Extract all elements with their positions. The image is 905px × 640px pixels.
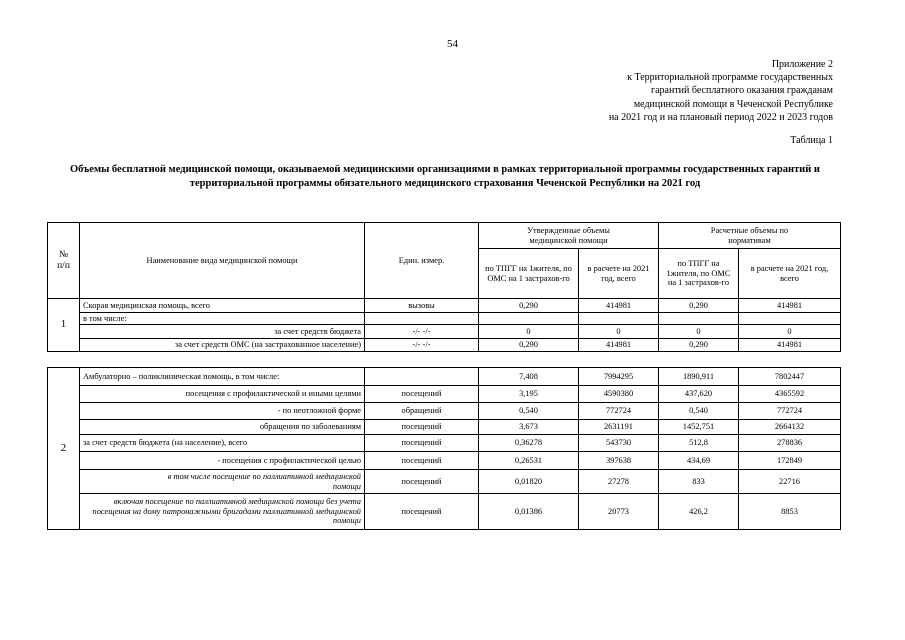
header-num: № п/п: [48, 223, 80, 299]
row-unit: посещений: [365, 494, 479, 530]
row-value: 3,673: [479, 420, 579, 435]
row-name: за счет средств ОМС (на застрахованное население): [80, 339, 365, 352]
section-2-num: 2: [48, 368, 80, 530]
row-name: за счет средств бюджета (на население), всего: [80, 435, 365, 452]
row-value: 426,2: [659, 494, 739, 530]
row-value: 7802447: [739, 368, 841, 386]
row-value: 0,540: [659, 403, 739, 420]
row-value: 543730: [579, 435, 659, 452]
table-row: [48, 403, 841, 420]
row-name: Скорая медицинская помощь, всего: [80, 299, 365, 313]
row-value: 434,69: [659, 452, 739, 470]
row-value: 278836: [739, 435, 841, 452]
table-row: [48, 299, 841, 313]
row-name: Амбулаторно – поликлиническая помощь, в том числе:: [80, 368, 365, 386]
row-value: 414981: [739, 299, 841, 313]
row-unit: посещений: [365, 470, 479, 494]
appendix-line: Приложение 2: [771, 59, 833, 70]
row-value: 414981: [739, 339, 841, 352]
row-unit: -/- -/-: [365, 339, 479, 352]
appendix-note: [433, 58, 833, 124]
appendix-line: гарантий бесплатного оказания гражданам: [650, 85, 833, 97]
table-label: Таблица 1: [790, 135, 833, 146]
row-unit: вызовы: [365, 299, 479, 313]
row-value: 1452,751: [659, 420, 739, 435]
row-value: 27278: [579, 470, 659, 494]
row-value: 397638: [579, 452, 659, 470]
row-value: 0: [659, 325, 739, 339]
row-value: 2631191: [579, 420, 659, 435]
row-name: в том числе посещение по паллиативной медицинской помощи: [80, 470, 365, 494]
row-value: 0: [479, 325, 579, 339]
row-value: 0,36278: [479, 435, 579, 452]
row-value: 772724: [579, 403, 659, 420]
volumes-table-section-2: [47, 367, 841, 530]
row-unit: обращений: [365, 403, 479, 420]
volumes-table-section-1: [47, 222, 841, 352]
row-name: включая посещение по паллиативной медицинской помощи без учета посещения на дому патронажными бригадами паллиативной медицинской помощи: [80, 494, 365, 530]
row-value: 0,290: [479, 339, 579, 352]
row-unit: посещений: [365, 452, 479, 470]
row-value: 772724: [739, 403, 841, 420]
table-row: [48, 386, 841, 403]
row-value: 833: [659, 470, 739, 494]
appendix-line: к Территориальной программе государственных: [627, 72, 833, 84]
row-unit: посещений: [365, 386, 479, 403]
row-value: 172849: [739, 452, 841, 470]
row-value: 20773: [579, 494, 659, 530]
row-value: 4365592: [739, 386, 841, 403]
appendix-line: медицинской помощи в Чеченской Республике: [633, 98, 833, 110]
header-name: Наименование вида медицинской помощи: [80, 223, 365, 299]
row-value: 0: [739, 325, 841, 339]
table-row: [48, 313, 841, 325]
row-unit: посещений: [365, 435, 479, 452]
table-row: [48, 368, 841, 386]
header-unit: Един. измер.: [365, 223, 479, 299]
row-name: обращения по заболеваниям: [80, 420, 365, 435]
header-calc-total: в расчете на 2021 год, всего: [739, 249, 841, 299]
row-value: 0: [579, 325, 659, 339]
row-name: за счет средств бюджета: [80, 325, 365, 339]
row-name: - по неотложной форме: [80, 403, 365, 420]
document-title: Объемы бесплатной медицинской помощи, оказываемой медицинскими организациями в рамках территориальной программы государственных гарантий и территориальной программы обязательного медицинского страхования Чеченской Республики на 2021 год: [70, 164, 820, 189]
table-row: [48, 452, 841, 470]
row-value: 22716: [739, 470, 841, 494]
table-row: [48, 435, 841, 452]
row-value: 512,8: [659, 435, 739, 452]
row-value: 437,620: [659, 386, 739, 403]
row-value: 1890,911: [659, 368, 739, 386]
row-value: 414981: [579, 299, 659, 313]
row-value: 0,01386: [479, 494, 579, 530]
table-row: [48, 420, 841, 435]
row-value: 8853: [739, 494, 841, 530]
row-value: 0,290: [479, 299, 579, 313]
row-value: [579, 313, 659, 325]
row-value: 0,26531: [479, 452, 579, 470]
row-value: 414981: [579, 339, 659, 352]
row-value: 7,408: [479, 368, 579, 386]
row-value: 3,195: [479, 386, 579, 403]
row-unit: [365, 313, 479, 325]
table-row: [48, 325, 841, 339]
row-value: [659, 313, 739, 325]
row-value: 0,290: [659, 299, 739, 313]
row-name: - посещения с профилактической целью: [80, 452, 365, 470]
row-name: посещения с профилактической и иными целями: [80, 386, 365, 403]
table-row: [48, 339, 841, 352]
row-value: 0,540: [479, 403, 579, 420]
page-number: 54: [447, 38, 458, 50]
row-value: 0,290: [659, 339, 739, 352]
header-calc-per: по ТПГГ на 1жителя, по ОМС на 1 застрахов-го: [659, 249, 739, 299]
table-row: [48, 494, 841, 530]
header-approved-total: в расчете на 2021 год, всего: [579, 249, 659, 299]
row-value: 0,01820: [479, 470, 579, 494]
appendix-line: на 2021 год и на плановый период 2022 и 2023 годов: [608, 111, 833, 123]
row-value: 4590380: [579, 386, 659, 403]
row-value: [739, 313, 841, 325]
table-row: [48, 470, 841, 494]
row-unit: [365, 368, 479, 386]
row-value: 7994295: [579, 368, 659, 386]
section-1-num: 1: [48, 299, 80, 352]
header-approved-per: по ТПГГ на 1жителя, по ОМС на 1 застрахов-го: [479, 249, 579, 299]
row-value: 2664132: [739, 420, 841, 435]
row-name: в том числе:: [80, 313, 365, 325]
row-unit: -/- -/-: [365, 325, 479, 339]
header-approved: Утвержденные объемы медицинской помощи: [479, 223, 659, 249]
header-calculated: Расчетные объемы по нормативам: [659, 223, 841, 249]
row-unit: посещений: [365, 420, 479, 435]
row-value: [479, 313, 579, 325]
